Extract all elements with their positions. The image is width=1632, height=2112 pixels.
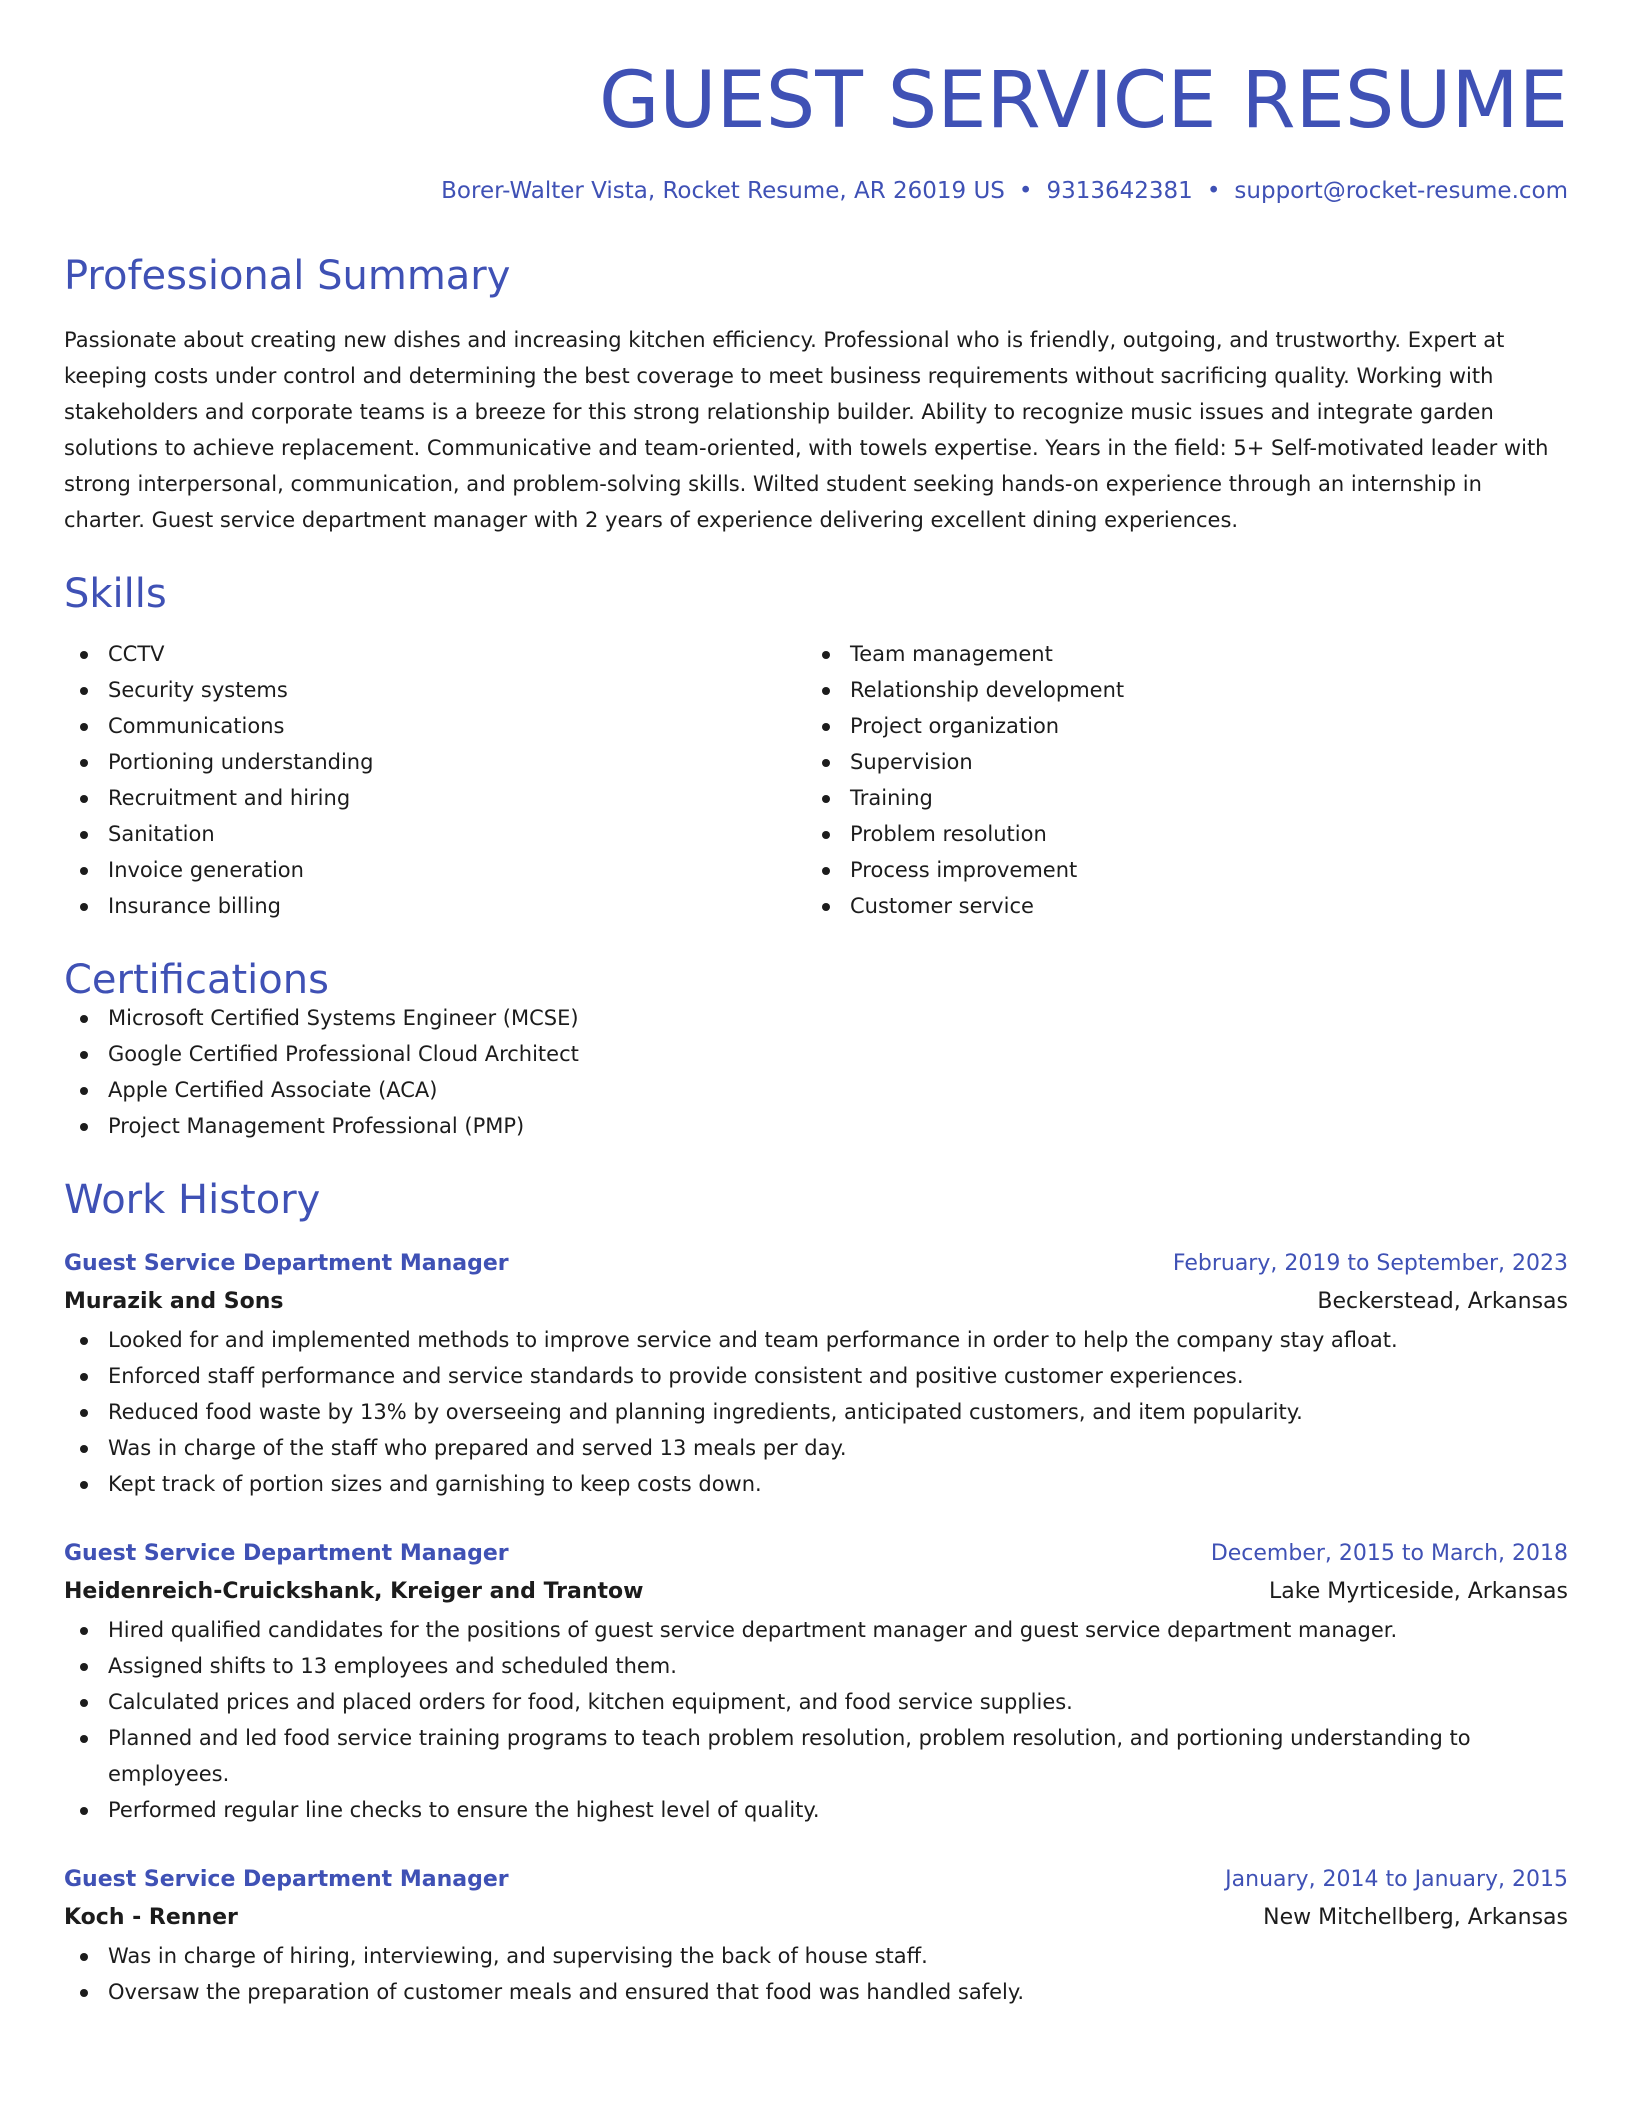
job-company: Heidenreich-Cruickshank, Kreiger and Trantow xyxy=(64,1579,644,1604)
skill-item: Project organization xyxy=(806,708,1548,744)
skill-item: Insurance billing xyxy=(64,888,806,924)
skill-item: Customer service xyxy=(806,888,1548,924)
job-bullet: Assigned shifts to 13 employees and scheduled them. xyxy=(64,1648,1568,1684)
skills-heading: Skills xyxy=(64,571,167,617)
skill-item: Communications xyxy=(64,708,806,744)
job-location: Beckerstead, Arkansas xyxy=(1317,1289,1568,1314)
job-title: Guest Service Department Manager xyxy=(64,1867,509,1892)
job-header-row xyxy=(64,1246,1568,1282)
skill-item: Portioning understanding xyxy=(64,744,806,780)
certification-item: Project Management Professional (PMP) xyxy=(64,1108,1568,1144)
certifications-list xyxy=(64,1000,1568,1144)
certification-item: Apple Certified Associate (ACA) xyxy=(64,1072,1568,1108)
job-bullet: Hired qualified candidates for the positions of guest service department manager and guest service department manager. xyxy=(64,1612,1568,1648)
job-location: Lake Myrticeside, Arkansas xyxy=(1269,1579,1568,1604)
job-bullet: Reduced food waste by 13% by overseeing and planning ingredients, anticipated customers, and item popularity. xyxy=(64,1394,1568,1430)
skill-item: Team management xyxy=(806,636,1548,672)
job-bullet: Planned and led food service training programs to teach problem resolution, problem resolution, and portioning understanding to employees. xyxy=(64,1720,1568,1792)
job-company: Murazik and Sons xyxy=(64,1289,284,1314)
work-history-heading: Work History xyxy=(64,1177,321,1223)
contact-line xyxy=(64,178,1568,204)
address: Borer-Walter Vista, Rocket Resume, AR 26019 US xyxy=(441,178,1005,204)
job-entry xyxy=(64,1862,1568,2010)
job-bullet: Kept track of portion sizes and garnishing to keep costs down. xyxy=(64,1466,1568,1502)
skill-item: Security systems xyxy=(64,672,806,708)
job-location: New Mitchellberg, Arkansas xyxy=(1263,1905,1568,1930)
skill-item: Supervision xyxy=(806,744,1548,780)
resume-page xyxy=(64,0,1568,2010)
summary-text: Passionate about creating new dishes and increasing kitchen efficiency. Professional who is friendly, outgoing, and trustworthy. Expert at keeping costs under control and determining the best coverage to meet business requirements without sacrificing quality. Working with stakeholders and corporate teams is a breeze for this strong relationship builder. Ability to recognize music issues and integrate garden solutions to achieve replacement. Communicative and team-oriented, with towels expertise. Years in the field: 5+ Self-motivated leader with strong interpersonal, communication, and problem-solving skills. Wilted student seeking hands-on experience through an internship in charter. Guest service department manager with 2 years of experience delivering excellent dining experiences. xyxy=(64,328,1549,532)
resume-title: GUEST SERVICE RESUME xyxy=(598,56,1568,146)
job-bullet: Looked for and implemented methods to improve service and team performance in order to help the company stay afloat. xyxy=(64,1322,1568,1358)
job-dates: February, 2019 to September, 2023 xyxy=(1172,1251,1568,1276)
skill-item: Sanitation xyxy=(64,816,806,852)
job-bullet: Was in charge of hiring, interviewing, and supervising the back of house staff. xyxy=(64,1938,1568,1974)
job-bullets xyxy=(64,1938,1568,2010)
job-header-row xyxy=(64,1862,1568,1898)
job-company-row xyxy=(64,1898,1568,1938)
skill-item: Process improvement xyxy=(806,852,1548,888)
skill-item: CCTV xyxy=(64,636,806,672)
job-company: Koch - Renner xyxy=(64,1905,238,1930)
email-link[interactable]: support@rocket-resume.com xyxy=(1234,178,1568,204)
job-title: Guest Service Department Manager xyxy=(64,1251,509,1276)
summary-heading: Professional Summary xyxy=(64,253,511,299)
job-entry xyxy=(64,1246,1568,1502)
job-dates: January, 2014 to January, 2015 xyxy=(1225,1867,1568,1892)
skills-list-right xyxy=(806,636,1548,924)
job-company-row xyxy=(64,1572,1568,1612)
job-company-row xyxy=(64,1282,1568,1322)
skills-list-left xyxy=(64,636,806,924)
job-bullet: Performed regular line checks to ensure the highest level of quality. xyxy=(64,1792,1568,1828)
job-bullet: Oversaw the preparation of customer meals and ensured that food was handled safely. xyxy=(64,1974,1568,2010)
job-bullets xyxy=(64,1322,1568,1502)
separator-dot: • xyxy=(1018,178,1033,204)
skill-item: Relationship development xyxy=(806,672,1548,708)
skill-item: Problem resolution xyxy=(806,816,1548,852)
phone: 9313642381 xyxy=(1046,178,1193,204)
job-bullet: Calculated prices and placed orders for food, kitchen equipment, and food service supplies. xyxy=(64,1684,1568,1720)
separator-dot: • xyxy=(1206,178,1221,204)
job-entry xyxy=(64,1536,1568,1828)
job-dates: December, 2015 to March, 2018 xyxy=(1210,1541,1568,1566)
skill-item: Recruitment and hiring xyxy=(64,780,806,816)
certifications-heading: Certifications xyxy=(64,957,329,1003)
skill-item: Invoice generation xyxy=(64,852,806,888)
job-title: Guest Service Department Manager xyxy=(64,1541,509,1566)
job-bullet: Was in charge of the staff who prepared and served 13 meals per day. xyxy=(64,1430,1568,1466)
skill-item: Training xyxy=(806,780,1548,816)
certification-item: Google Certified Professional Cloud Architect xyxy=(64,1036,1568,1072)
certification-item: Microsoft Certified Systems Engineer (MCSE) xyxy=(64,1000,1568,1036)
skills-columns xyxy=(64,636,1568,924)
skills-column-right xyxy=(806,636,1548,924)
skills-column-left xyxy=(64,636,806,924)
job-bullets xyxy=(64,1612,1568,1828)
job-header-row xyxy=(64,1536,1568,1572)
job-bullet: Enforced staff performance and service standards to provide consistent and positive customer experiences. xyxy=(64,1358,1568,1394)
